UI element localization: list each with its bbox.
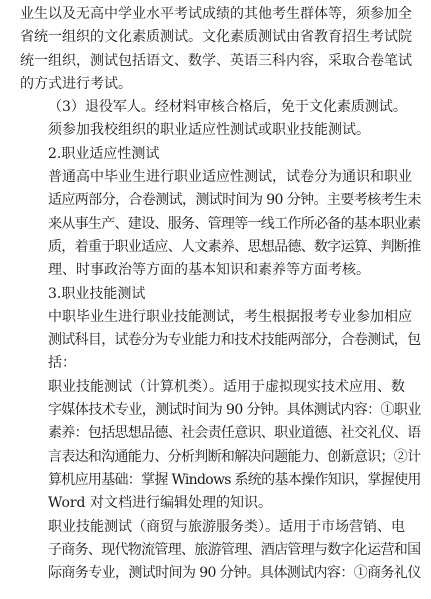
- text-line: 的方式进行考试。: [20, 75, 132, 92]
- paragraph: [20, 306, 421, 376]
- text-line: 业生以及无高中学业水平考试成绩的其他考生群体等，须参加全: [20, 6, 412, 22]
- section-heading: [20, 283, 421, 306]
- paragraph: [20, 96, 421, 143]
- text-line: （3）退役军人。经材料审核合格后，免于文化素质测试。: [48, 99, 407, 116]
- text-line: 质，着重于职业适应、人文素养、思想品德、数字运算、判断推: [48, 238, 421, 255]
- paragraph: [20, 3, 421, 96]
- text-line: 素养：包括思想品德、社会责任意识、职业道德、社交礼仪、语: [48, 425, 421, 442]
- text-line: 2.职业适应性测试: [48, 145, 160, 162]
- section-heading: [20, 143, 421, 166]
- text-line: 来从事生产、建设、服务、管理等一线工作所必备的基本职业素: [48, 215, 421, 232]
- paragraph: [20, 376, 421, 516]
- text-line: 中职毕业生进行职业技能测试，考生根据报考专业参加相应: [48, 308, 412, 325]
- text-line: 统一组织，测试包括语文、数学、英语三科内容，采取合卷笔试: [20, 52, 412, 69]
- text-line: 职业技能测试（商贸与旅游服务类）。适用于市场营销、电: [48, 518, 405, 535]
- text-line: 字媒体技术专业，测试时间为 90 分钟。具体测试内容：①职业: [48, 402, 421, 419]
- paragraph: [20, 166, 421, 282]
- text-line: 3.职业技能测试: [48, 285, 146, 302]
- text-line: 须参加我校组织的职业适应性测试或职业技能测试。: [48, 122, 370, 139]
- text-line: 理、时事政治等方面的基本知识和素养等方面考核。: [48, 262, 370, 279]
- text-line: 际商务专业，测试时间为 90 分钟。具体测试内容：①商务礼仪: [48, 565, 421, 582]
- text-line: 子商务、现代物流管理、旅游管理、酒店管理与数字化运营和国: [48, 541, 421, 558]
- text-line: 测试科目，试卷分为专业能力和技术技能两部分，合卷测试，包: [48, 332, 421, 349]
- text-line: 职业技能测试（计算机类）。适用于虚拟现实技术应用、数: [48, 378, 405, 395]
- document-body: [20, 3, 421, 585]
- text-line: 言表达和沟通能力、分析判断和解决问题能力、创新意识；②计: [48, 448, 421, 465]
- text-line: Word 对文档进行编辑处理的知识。: [48, 495, 272, 512]
- text-line: 算机应用基础：掌握 Windows 系统的基本操作知识，掌握使用: [48, 471, 421, 488]
- text-line: 省统一组织的文化素质测试。文化素质测试由省教育招生考试院: [20, 29, 412, 46]
- text-line: 括：: [48, 355, 76, 372]
- text-line: 适应两部分，合卷测试，测试时间为 90 分钟。主要考核考生未: [48, 192, 421, 209]
- paragraph: [20, 516, 421, 586]
- text-line: 普通高中毕业生进行职业适应性测试，试卷分为通识和职业: [48, 169, 412, 186]
